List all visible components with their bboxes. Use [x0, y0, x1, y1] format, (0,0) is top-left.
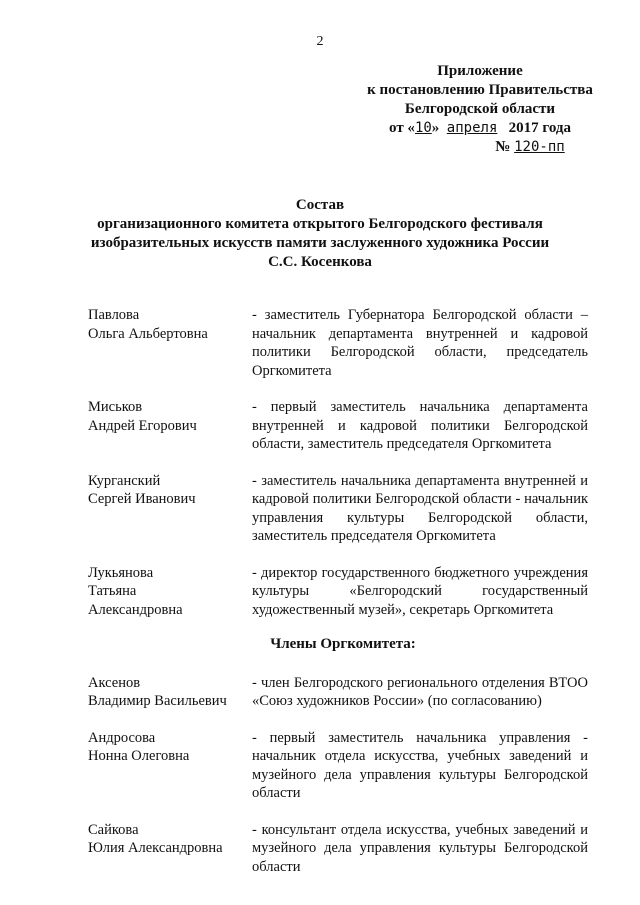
member-name	[88, 306, 252, 380]
date-month: апреля	[446, 120, 498, 136]
committee-entry	[88, 674, 588, 711]
member-surname: Павлова	[88, 307, 140, 323]
committee-entry	[88, 306, 588, 380]
member-role: - директор государственного бюджетного учреждения культуры «Белгородский государственный художественный музей», секретарь Оргкомитета	[252, 564, 588, 618]
member-surname: Курганский	[88, 472, 161, 489]
member-surname: Андросова	[88, 729, 156, 746]
appendix-date	[330, 119, 630, 138]
appendix-resolution-line: к постановлению Правительства	[367, 82, 593, 98]
member-surname: Миськов	[88, 399, 143, 415]
document-title	[60, 196, 580, 272]
member-role: - заместитель Губернатора Белгородской области – начальник департамента внутренней и кадровой политики Белгородской области, председатель Оргкомитета	[252, 307, 588, 379]
member-name	[88, 398, 252, 454]
committee-list	[88, 306, 588, 894]
member-role: - консультант отдела искусства, учебных заведений и музейного дела управления культуры Белгородской области	[252, 821, 588, 875]
member-role: - первый заместитель начальника департамента внутренней и кадровой политики Белгородской области, заместитель председателя Оргкомитета	[252, 399, 588, 452]
member-name	[88, 674, 252, 711]
member-given-name: Сергей Иванович	[88, 491, 196, 507]
member-name	[88, 729, 252, 803]
member-given-name: Нонна Олеговна	[88, 748, 190, 764]
committee-entry	[88, 472, 588, 546]
appendix-header	[330, 62, 630, 157]
date-year: 2017 года	[508, 120, 571, 136]
member-name	[88, 564, 252, 620]
member-name	[88, 472, 252, 546]
title-line-2: организационного комитета открытого Белгородского фестиваля	[97, 216, 543, 232]
member-given-name: Владимир Васильевич	[88, 693, 227, 709]
member-surname: Лукьянова	[88, 564, 154, 581]
member-role: - заместитель начальника департамента внутренней и кадровой политики Белгородской области - начальник управления культуры Белгородской области, заместитель председателя Оргкомитета	[252, 472, 588, 544]
members-heading: Члены Оргкомитета:	[270, 636, 416, 652]
appendix-title: Приложение	[437, 63, 523, 79]
title-line-4: С.С. Косенкова	[268, 254, 372, 270]
member-role: - первый заместитель начальника управления - начальник отдела искусства, учебных заведений и музейного дела управления культуры Белгородской области	[252, 729, 588, 801]
member-patronymic: Александровна	[88, 601, 183, 618]
member-surname: Аксенов	[88, 674, 141, 691]
member-name	[88, 821, 252, 877]
appendix-number	[330, 138, 630, 157]
number-prefix: №	[495, 139, 511, 155]
member-given-name: Андрей Егорович	[88, 417, 197, 434]
title-line-3: изобразительных искусств памяти заслуженного художника России	[90, 235, 550, 251]
member-surname: Сайкова	[88, 821, 139, 838]
page-number: 2	[316, 34, 324, 49]
date-prefix: от «	[389, 120, 415, 136]
committee-entry	[88, 564, 588, 620]
member-given-name: Татьяна	[88, 583, 137, 599]
appendix-region-line: Белгородской области	[404, 101, 556, 117]
committee-entry	[88, 729, 588, 803]
date-day: 10	[414, 120, 432, 136]
number-value: 120-пп	[514, 139, 565, 155]
member-role: - член Белгородского регионального отделения ВТОО «Союз художников России» (по согласованию)	[252, 674, 588, 709]
member-given-name: Юлия Александровна	[88, 840, 223, 856]
committee-entry	[88, 398, 588, 454]
member-given-name: Ольга Альбертовна	[88, 325, 208, 342]
title-line-1: Состав	[295, 197, 345, 213]
committee-entry	[88, 821, 588, 877]
date-mid: »	[431, 120, 440, 136]
